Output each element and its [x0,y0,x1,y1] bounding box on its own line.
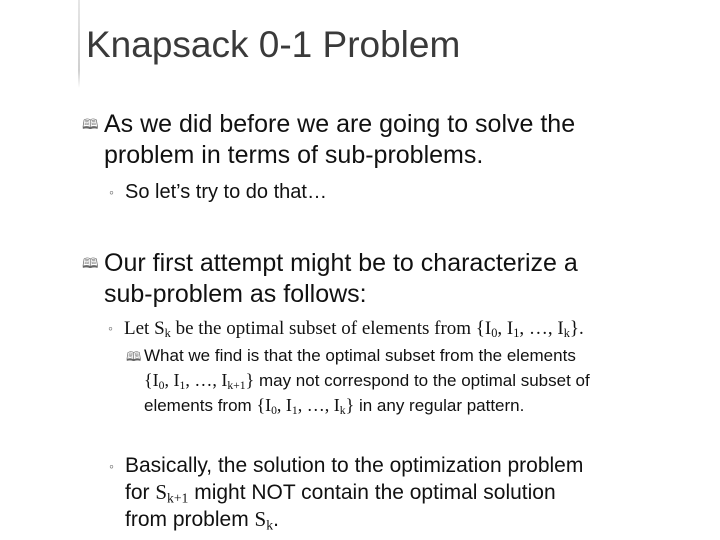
bullet-1-sub-text: So let’s try to do that… [125,181,327,203]
title-accent-line [78,0,80,88]
bullet-2-line-1: Our first attempt might be to characterize a [104,249,578,277]
bullet-2-line-2: sub-problem as follows: [104,280,367,308]
bullet-2 [82,248,578,310]
bullet-1-line-1: As we did before we are going to solve the [104,110,576,138]
small-circle-bullet-icon: ◦ [109,184,114,200]
small-circle-bullet-icon: ◦ [109,458,114,474]
open-book-icon: 🕮 [126,349,142,364]
bullet-3-sub-line-3: from problem $S_k$. [125,507,279,533]
small-circle-bullet-icon: ◦ [108,320,113,336]
bullet-1 [82,109,576,171]
bullet-3-sub-line-1: Basically, the solution to the optimization problem [125,454,584,477]
bullet-2-sub-sub-line-3: elements from {$I_0$, $I_1$, …, $I_k$} in any regular pattern. [144,395,525,417]
slide-title: Knapsack 0-1 Problem [86,24,461,65]
bullet-1-sub [109,180,327,205]
bullet-2-sub-sub [126,344,590,418]
bullet-2-sub-sub-line-2: {$I_0$, $I_1$, …, $I_{k+1}$} may not correspond to the optimal subset of [144,370,590,392]
open-book-icon: 🕮 [82,116,99,132]
bullet-2-sub [108,316,584,341]
open-book-icon: 🕮 [82,255,99,271]
bullet-3-sub [109,453,584,533]
bullet-1-line-2: problem in terms of sub-problems. [104,141,484,169]
bullet-3-sub-line-2: for $S_{k+1}$ might NOT contain the optimal solution [125,480,556,506]
bullet-2-sub-sub-line-1: What we find is that the optimal subset from the elements [144,346,576,365]
bullet-2-sub-text: Let $S_k$ be the optimal subset of elements from {$I_0$, $I_1$, …, $I_k$}. [124,318,584,341]
